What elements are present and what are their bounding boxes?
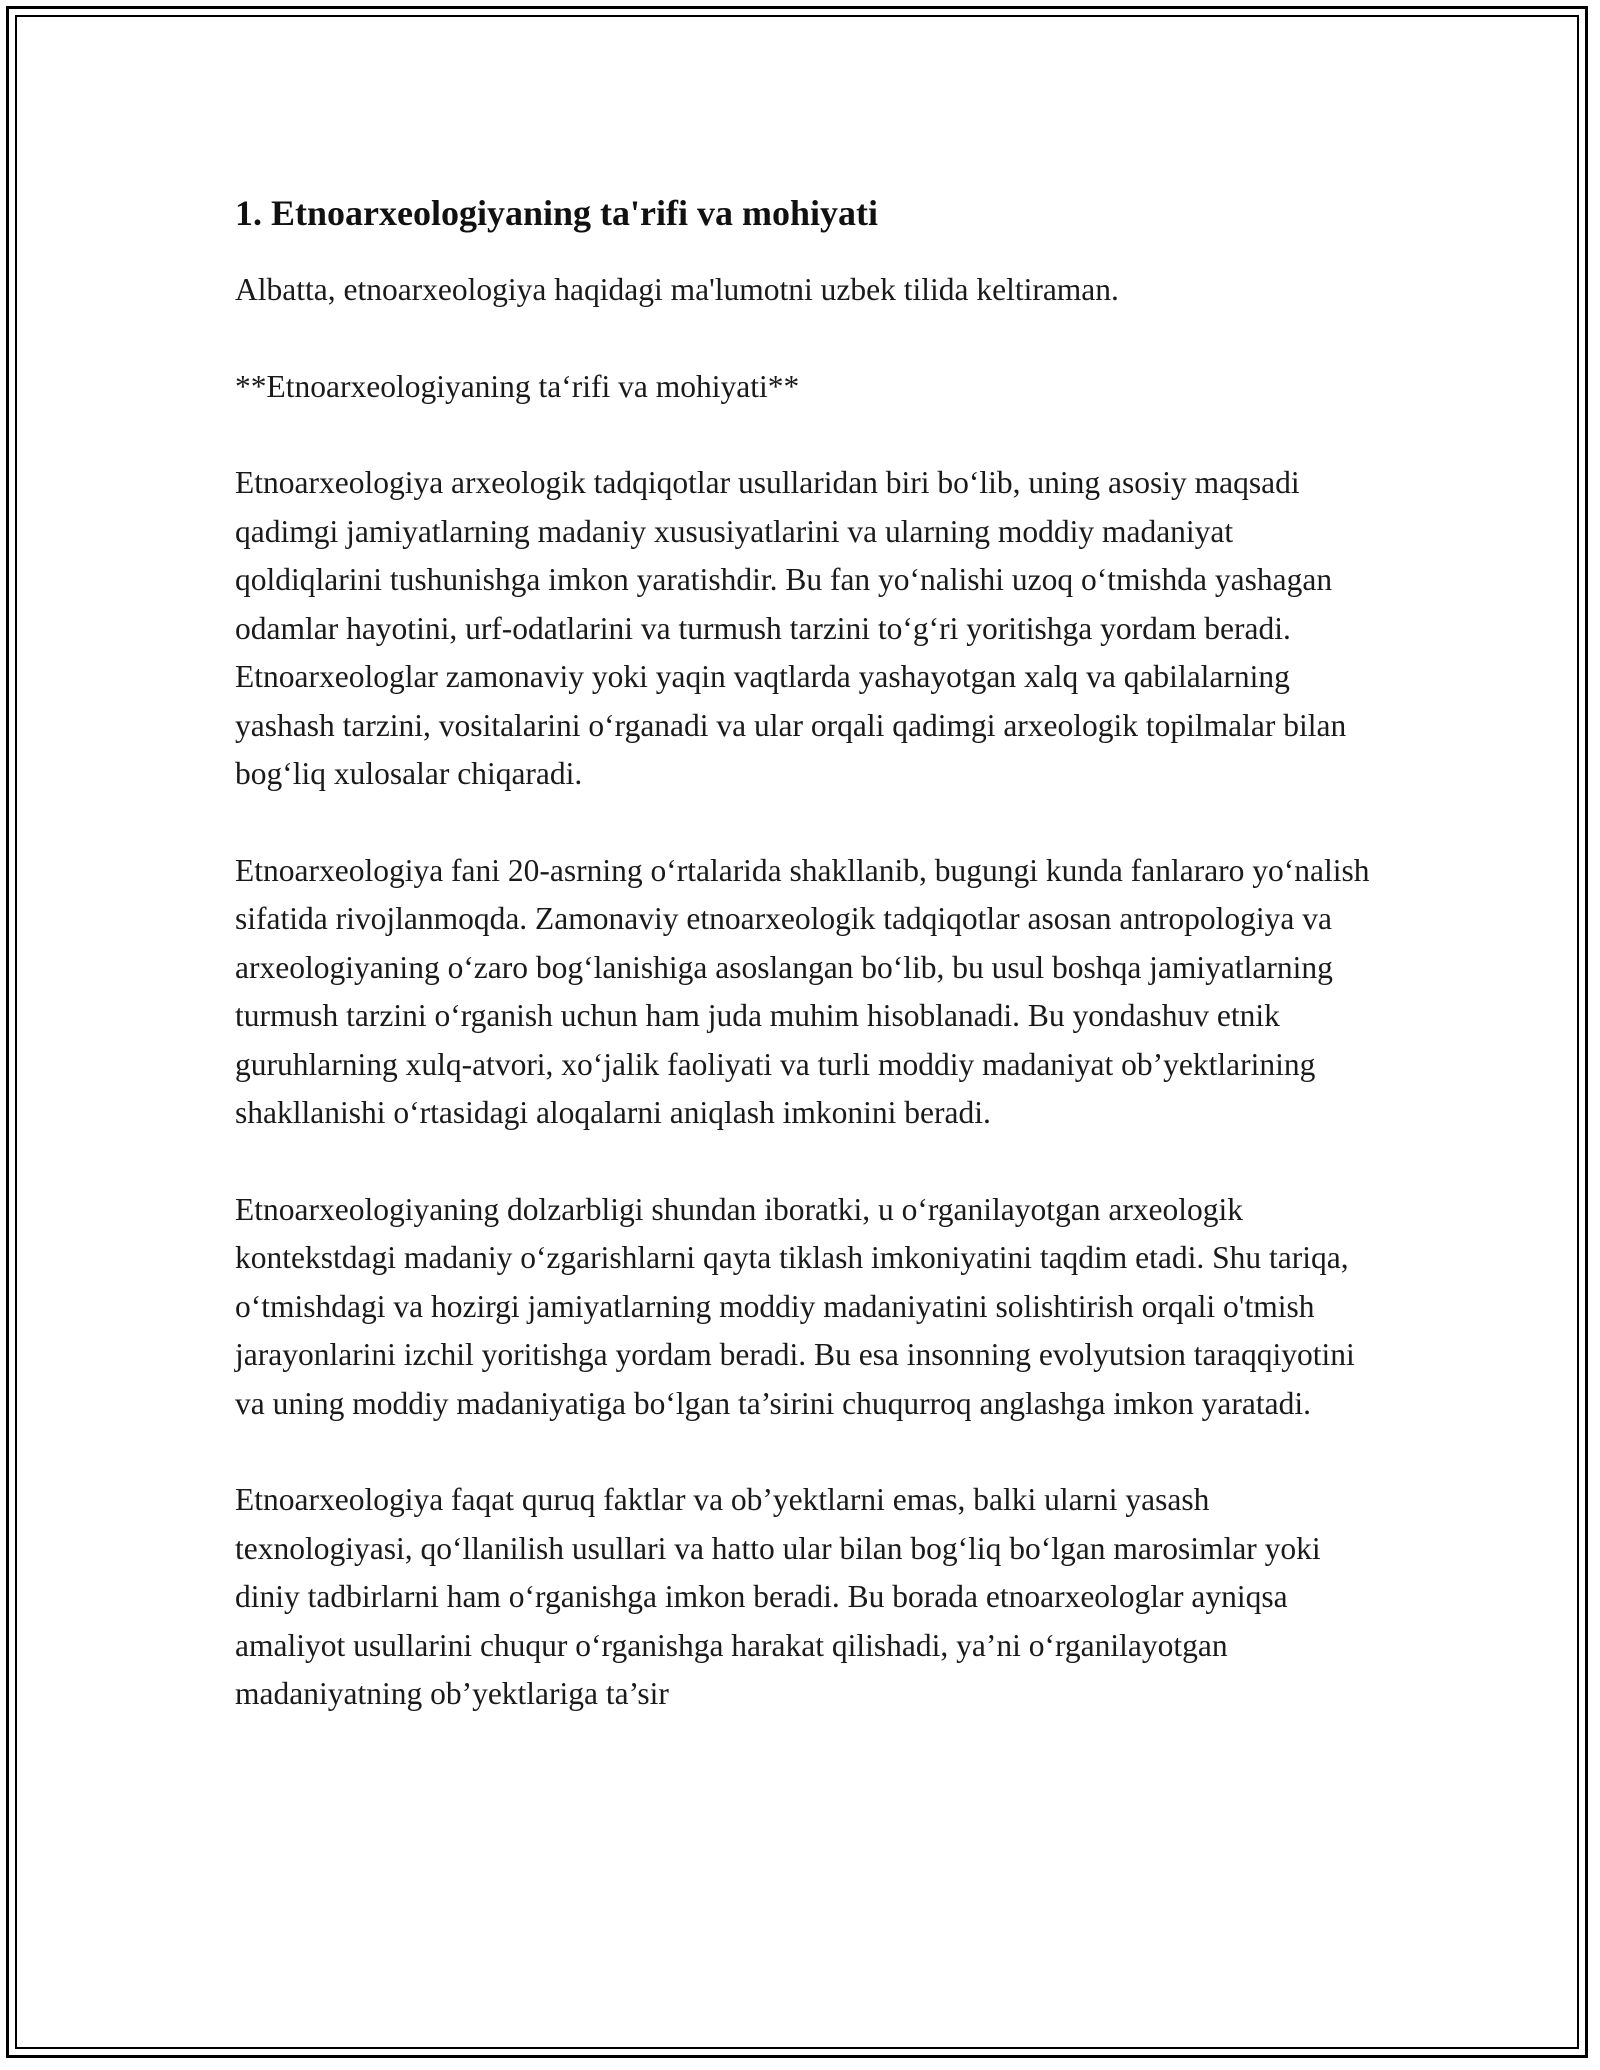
body-paragraph-2: Etnoarxeologiya fani 20-asrning o‘rtalarida shakllanib, bugungi kunda fanlararo yo‘nalish sifatida rivojlanmoqda. Zamonaviy etnoarxeologik tadqiqotlar asosan antropologiya va arxeologiyaning o‘zaro bog‘lanishiga asoslangan bo‘lib, bu usul boshqa jamiyatlarning turmush tarzini o‘rganish uchun ham juda muhim hisoblanadi. Bu yondashuv etnik guruhlarning xulq-atvori, xo‘jalik faoliyati va turli moddiy madaniyat ob’yektlarining shakllanishi o‘rtasidagi aloqalarni aniqlash imkonini beradi.	[235, 852, 1370, 1130]
intro-paragraph: Albatta, etnoarxeologiya haqidagi ma'lumotni uzbek tilida keltiraman.	[235, 272, 1119, 307]
section-heading: 1. Etnoarxeologiyaning ta'rifi va mohiyati	[235, 193, 878, 233]
bold-title-paragraph: **Etnoarxeologiyaning ta‘rifi va mohiyati**	[235, 368, 800, 404]
document-body	[235, 188, 1385, 1767]
body-paragraph-1: Etnoarxeologiya arxeologik tadqiqotlar usullaridan biri bo‘lib, uning asosiy maqsadi qadimgi jamiyatlarning madaniy xususiyatlarini va ularning moddiy madaniyat qoldiqlarini tushunishga imkon yaratishdir. Bu fan yo‘nalishi uzoq o‘tmishda yashagan odamlar hayotini, urf-odatlarini va turmush tarzini to‘g‘ri yoritishga yordam beradi. Etnoarxeologlar zamonaviy yoki yaqin vaqtlarda yashayotgan xalq va qabilalarning yashash tarzini, vositalarini o‘rganadi va ular orqali qadimgi arxeologik topilmalar bilan bog‘liq xulosalar chiqaradi.	[235, 465, 1347, 791]
body-paragraph-3: Etnoarxeologiyaning dolzarbligi shundan iboratki, u o‘rganilayotgan arxeologik kontekstdagi madaniy o‘zgarishlarni qayta tiklash imkoniyatini taqdim etadi. Shu tariqa, o‘tmishdagi va hozirgi jamiyatlarning moddiy madaniyatini solishtirish orqali o'tmish jarayonlarini izchil yoritishga yordam beradi. Bu esa insonning evolyutsion taraqqiyotini va uning moddiy madaniyatiga bo‘lgan ta’sirini chuqurroq anglashga imkon yaratadi.	[235, 1191, 1355, 1421]
body-paragraph-4: Etnoarxeologiya faqat quruq faktlar va ob’yektlarni emas, balki ularni yasash texnologiyasi, qo‘llanilish usullari va hatto ular bilan bog‘liq bo‘lgan marosimlar yoki diniy tadbirlarni ham o‘rganishga imkon beradi. Bu borada etnoarxeologlar ayniqsa amaliyot usullarini chuqur o‘rganishga harakat qilishadi, ya’ni o‘rganilayotgan madaniyatning ob’yektlariga ta’sir	[235, 1482, 1321, 1711]
